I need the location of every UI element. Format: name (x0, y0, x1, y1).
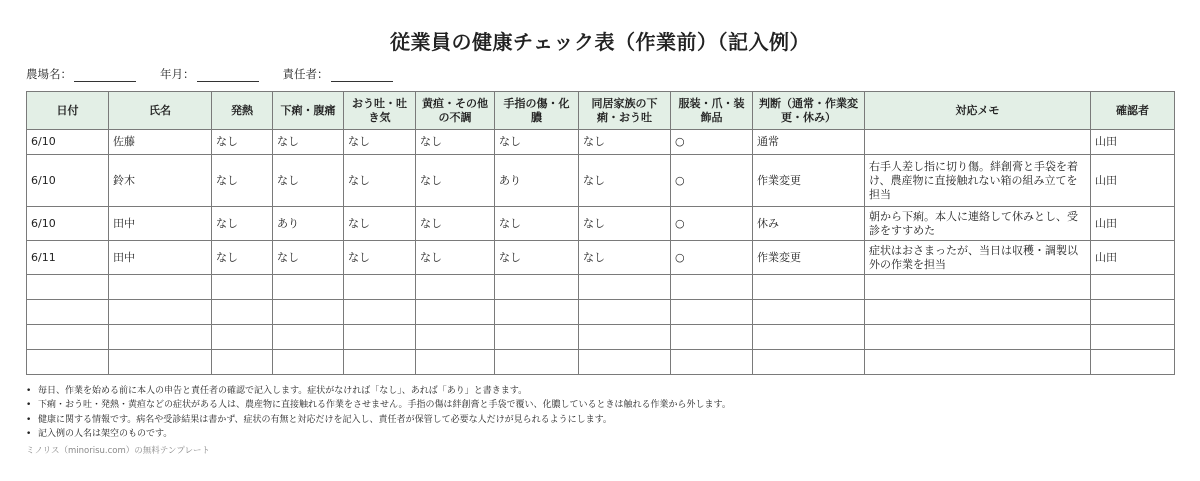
cell-vomiting[interactable]: なし (344, 207, 416, 241)
cell-fever[interactable]: なし (212, 241, 273, 275)
cell-hand-wound[interactable]: なし (495, 241, 579, 275)
empty-cell[interactable] (273, 325, 344, 350)
empty-cell[interactable] (109, 325, 212, 350)
empty-cell[interactable] (109, 350, 212, 375)
empty-cell[interactable] (416, 350, 495, 375)
empty-cell[interactable] (344, 350, 416, 375)
empty-cell[interactable] (109, 275, 212, 300)
note-item (26, 384, 1174, 398)
empty-cell[interactable] (865, 275, 1091, 300)
cell-diarrhea[interactable]: なし (273, 155, 344, 207)
cell-diarrhea[interactable]: あり (273, 207, 344, 241)
empty-cell[interactable] (27, 325, 109, 350)
empty-cell[interactable] (579, 325, 671, 350)
cell-memo[interactable] (865, 130, 1091, 155)
manager-label: 責任者： (282, 67, 329, 81)
cell-judgment[interactable]: 休み (753, 207, 865, 241)
cell-diarrhea[interactable]: なし (273, 130, 344, 155)
cell-checker[interactable]: 山田 (1091, 207, 1175, 241)
cell-vomiting[interactable]: なし (344, 130, 416, 155)
col-header-name: 氏名 (109, 92, 212, 130)
cell-family[interactable]: なし (579, 207, 671, 241)
empty-cell[interactable] (212, 275, 273, 300)
cell-hand-wound[interactable]: あり (495, 155, 579, 207)
note-text: 毎日、作業を始める前に本人の申告と責任者の確認で記入します。症状がなければ「なし」、あれば「あり」と書きます。 (38, 386, 528, 396)
farm-name-label: 農場名： (26, 67, 72, 81)
empty-cell[interactable] (579, 275, 671, 300)
col-header-checker: 確認者 (1091, 92, 1175, 130)
farm-name-field (26, 66, 136, 82)
empty-cell[interactable] (495, 350, 579, 375)
year-month-blank[interactable] (197, 69, 259, 82)
page-title: 従業員の健康チェック表（作業前）（記入例） (390, 30, 810, 54)
empty-cell[interactable] (416, 325, 495, 350)
cell-fever[interactable]: なし (212, 207, 273, 241)
cell-jaundice[interactable]: なし (416, 207, 495, 241)
empty-row (27, 325, 1175, 350)
empty-cell[interactable] (27, 300, 109, 325)
cell-attire[interactable]: ○ (671, 207, 753, 241)
empty-cell[interactable] (27, 350, 109, 375)
cell-name[interactable]: 田中 (109, 207, 212, 241)
year-month-field (160, 66, 259, 82)
empty-cell[interactable] (753, 350, 865, 375)
year-month-label: 年月： (160, 67, 195, 81)
empty-cell[interactable] (753, 300, 865, 325)
manager-blank[interactable] (331, 69, 393, 82)
health-check-table (26, 91, 1175, 375)
empty-cell[interactable] (753, 275, 865, 300)
empty-cell[interactable] (27, 275, 109, 300)
empty-cell[interactable] (1091, 300, 1175, 325)
empty-cell[interactable] (753, 325, 865, 350)
col-header-vomiting: おう吐・吐き気 (344, 92, 416, 130)
empty-cell[interactable] (1091, 350, 1175, 375)
bullet: • (26, 428, 32, 439)
cell-name[interactable]: 鈴木 (109, 155, 212, 207)
cell-name[interactable]: 田中 (109, 241, 212, 275)
header-fields (26, 64, 1174, 82)
col-header-fever: 発熱 (212, 92, 273, 130)
bullet: • (26, 414, 32, 425)
empty-cell[interactable] (865, 325, 1091, 350)
empty-cell[interactable] (344, 275, 416, 300)
empty-cell[interactable] (273, 275, 344, 300)
cell-date[interactable]: 6/10 (27, 130, 109, 155)
empty-cell[interactable] (671, 275, 753, 300)
cell-attire[interactable]: ○ (671, 241, 753, 275)
col-header-date: 日付 (27, 92, 109, 130)
note-item (26, 413, 1174, 427)
farm-name-blank[interactable] (74, 69, 136, 82)
col-header-hand-wound: 手指の傷・化膿 (495, 92, 579, 130)
table-row (27, 155, 1175, 207)
cell-memo[interactable]: 朝から下痢。本人に連絡して休みとし、受診をすすめた (865, 207, 1091, 241)
empty-cell[interactable] (212, 300, 273, 325)
col-header-diarrhea: 下痢・腹痛 (273, 92, 344, 130)
cell-family[interactable]: なし (579, 241, 671, 275)
note-item (26, 427, 1174, 441)
cell-memo[interactable]: 症状はおさまったが、当日は収穫・調製以外の作業を担当 (865, 241, 1091, 275)
cell-judgment[interactable]: 作業変更 (753, 241, 865, 275)
cell-jaundice[interactable]: なし (416, 130, 495, 155)
cell-vomiting[interactable]: なし (344, 155, 416, 207)
empty-cell[interactable] (1091, 325, 1175, 350)
empty-row (27, 275, 1175, 300)
empty-row (27, 300, 1175, 325)
cell-name[interactable]: 佐藤 (109, 130, 212, 155)
cell-family[interactable]: なし (579, 155, 671, 207)
empty-cell[interactable] (671, 325, 753, 350)
cell-checker[interactable]: 山田 (1091, 241, 1175, 275)
empty-cell[interactable] (212, 350, 273, 375)
cell-judgment[interactable]: 通常 (753, 130, 865, 155)
note-text: 下痢・おう吐・発熱・黄疸などの症状がある人は、農産物に直接触れる作業をさせません。手指の傷は絆創膏と手袋で覆い、化膿しているときは触れる作業から外します。 (38, 400, 731, 411)
table-header-row (27, 92, 1175, 130)
empty-cell[interactable] (344, 300, 416, 325)
empty-cell[interactable] (579, 300, 671, 325)
manager-field (283, 66, 393, 82)
table-row (27, 130, 1175, 155)
empty-cell[interactable] (344, 325, 416, 350)
note-text: 健康に関する情報です。病名や受診結果は書かず、症状の有無と対応だけを記入し、責任者が保管して必要な人だけが見られるようにします。 (38, 414, 612, 425)
cell-jaundice[interactable]: なし (416, 241, 495, 275)
cell-family[interactable]: なし (579, 130, 671, 155)
table-row (27, 241, 1175, 275)
empty-cell[interactable] (495, 300, 579, 325)
notes-list (26, 384, 1174, 441)
cell-vomiting[interactable]: なし (344, 241, 416, 275)
bullet: • (26, 386, 32, 396)
empty-cell[interactable] (865, 350, 1091, 375)
health-check-sheet (26, 26, 1174, 456)
empty-cell[interactable] (416, 300, 495, 325)
empty-row (27, 350, 1175, 375)
col-header-judgment: 判断（通常・作業変更・休み） (753, 92, 865, 130)
empty-cell[interactable] (671, 300, 753, 325)
cell-hand-wound[interactable]: なし (495, 130, 579, 155)
empty-cell[interactable] (1091, 275, 1175, 300)
empty-cell[interactable] (671, 350, 753, 375)
empty-cell[interactable] (273, 350, 344, 375)
note-item (26, 398, 1174, 412)
cell-fever[interactable]: なし (212, 155, 273, 207)
bullet: • (26, 400, 32, 411)
cell-date[interactable]: 6/10 (27, 207, 109, 241)
empty-cell[interactable] (579, 350, 671, 375)
cell-hand-wound[interactable]: なし (495, 207, 579, 241)
col-header-family: 同居家族の下痢・おう吐 (579, 92, 671, 130)
empty-cell[interactable] (273, 300, 344, 325)
empty-cell[interactable] (416, 275, 495, 300)
col-header-jaundice: 黄疸・その他の不調 (416, 92, 495, 130)
cell-judgment[interactable]: 作業変更 (753, 155, 865, 207)
empty-cell[interactable] (495, 275, 579, 300)
cell-fever[interactable]: なし (212, 130, 273, 155)
cell-jaundice[interactable]: なし (416, 155, 495, 207)
cell-date[interactable]: 6/11 (27, 241, 109, 275)
cell-checker[interactable]: 山田 (1091, 155, 1175, 207)
cell-date[interactable]: 6/10 (27, 155, 109, 207)
empty-cell[interactable] (109, 300, 212, 325)
table-row (27, 207, 1175, 241)
col-header-memo: 対応メモ (865, 92, 1091, 130)
empty-cell[interactable] (212, 325, 273, 350)
cell-checker[interactable]: 山田 (1091, 130, 1175, 155)
note-text: 記入例の人名は架空のものです。 (38, 428, 173, 439)
empty-cell[interactable] (495, 325, 579, 350)
col-header-attire: 服装・爪・装飾品 (671, 92, 753, 130)
cell-diarrhea[interactable]: なし (273, 241, 344, 275)
cell-attire[interactable]: ○ (671, 155, 753, 207)
empty-cell[interactable] (865, 300, 1091, 325)
cell-memo[interactable]: 右手人差し指に切り傷。絆創膏と手袋を着け、農産物に直接触れない箱の組み立てを担当 (865, 155, 1091, 207)
cell-attire[interactable]: ○ (671, 130, 753, 155)
template-source: ミノリス（minorisu.com）の無料テンプレート (26, 446, 210, 457)
